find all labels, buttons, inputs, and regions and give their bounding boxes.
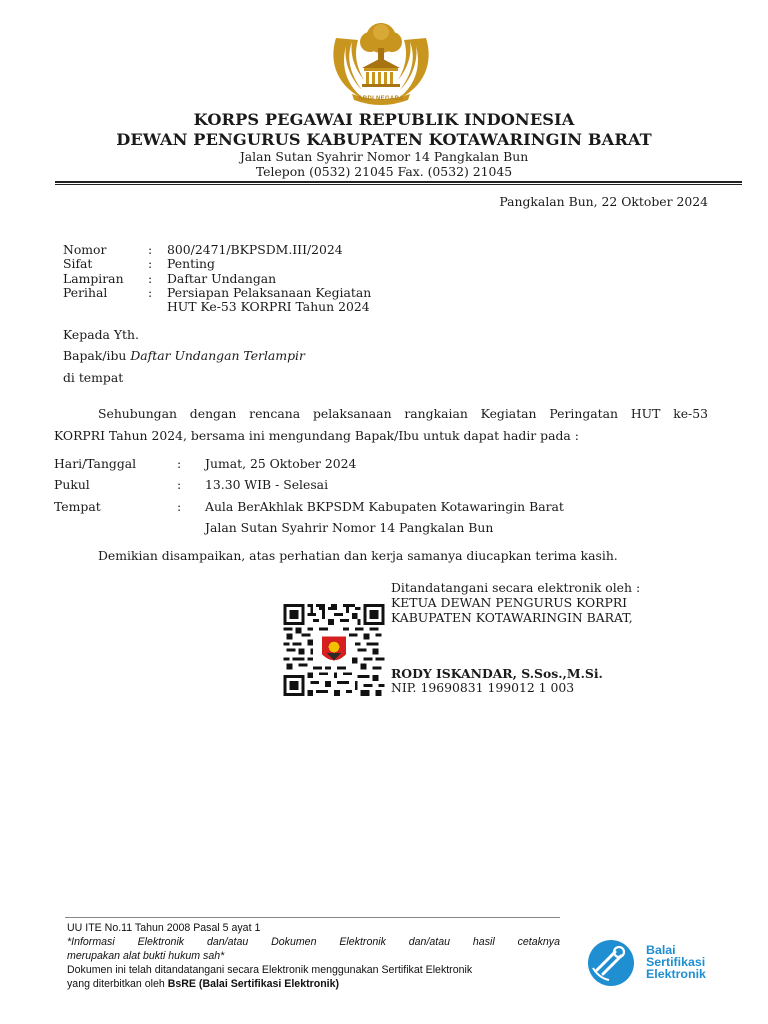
signer-position-line1: KETUA DEWAN PENGURUS KORPRI	[391, 595, 628, 610]
recipient-place: di tempat	[63, 370, 124, 385]
footer-note-line1: *Informasi Elektronik dan/atau Dokumen Elektronik dan/atau hasil cetaknya	[67, 936, 560, 948]
bsre-line3: Elektronik	[646, 967, 706, 981]
closing-sentence: Demikian disampaikan, atas perhatian dan kerja samanya diucapkan terima kasih.	[98, 548, 618, 563]
emblem-caption: ABDI NEGARA	[358, 96, 404, 102]
recipient-name	[63, 348, 305, 363]
recipient-list: Daftar Undangan Terlampir	[130, 348, 305, 363]
recipient-greeting: Kepada Yth.	[63, 327, 139, 342]
detail-label-date: Hari/Tanggal	[54, 456, 137, 471]
meta-value-perihal-line2: HUT Ke-53 KORPRI Tahun 2024	[167, 299, 370, 314]
header-rule-thin	[55, 184, 742, 185]
meta-label-sifat: Sifat	[63, 256, 93, 271]
footer-statement-prefix: yang diterbitkan oleh	[67, 978, 168, 990]
meta-label-perihal: Perihal	[63, 285, 108, 300]
meta-colon: :	[148, 256, 153, 271]
detail-value-date: Jumat, 25 Oktober 2024	[205, 456, 357, 471]
detail-colon: :	[177, 477, 182, 492]
body-paragraph-line2: KORPRI Tahun 2024, bersama ini mengundang Bapak/Ibu untuk dapat hadir pada :	[54, 428, 579, 443]
org-address: Jalan Sutan Syahrir Nomor 14 Pangkalan Bun	[239, 149, 529, 164]
detail-label-time: Pukul	[54, 477, 90, 492]
body-paragraph-line1: Sehubungan dengan rencana pelaksanaan rangkaian Kegiatan Peringatan HUT ke-53	[98, 406, 708, 421]
bsre-logo-icon	[585, 938, 641, 988]
meta-colon: :	[148, 242, 153, 257]
org-name: KORPS PEGAWAI REPUBLIK INDONESIA	[193, 110, 575, 129]
footer-rule	[65, 917, 560, 918]
signature-qr-code	[283, 604, 385, 696]
meta-colon: :	[148, 285, 153, 300]
meta-value-sifat: Penting	[167, 256, 215, 271]
detail-colon: :	[177, 456, 182, 471]
footer-statement-bsre: BsRE (Balai Sertifikasi Elektronik)	[167, 978, 340, 990]
recipient-prefix: Bapak/ibu	[63, 348, 131, 363]
meta-label-nomor: Nomor	[63, 242, 107, 257]
footer-note-line2: merupakan alat bukti hukum sah*	[67, 950, 225, 962]
footer-statement-line1: Dokumen ini telah ditandatangani secara Elektronik menggunakan Sertifikat Elektronik	[67, 964, 473, 976]
signed-by-label: Ditandatangani secara elektronik oleh :	[391, 580, 641, 595]
meta-value-nomor: 800/2471/BKPSDM.III/2024	[167, 242, 343, 257]
footer-statement-line2	[67, 978, 339, 990]
bsre-line2: Sertifikasi	[646, 955, 706, 969]
footer-law: UU ITE No.11 Tahun 2008 Pasal 5 ayat 1	[67, 922, 261, 934]
org-branch: DEWAN PENGURUS KABUPATEN KOTAWARINGIN BARAT	[116, 130, 652, 149]
detail-value-venue: Aula BerAkhlak BKPSDM Kabupaten Kotawaringin Barat	[205, 499, 564, 514]
meta-label-lampiran: Lampiran	[63, 271, 124, 286]
letter-date: Pangkalan Bun, 22 Oktober 2024	[499, 194, 708, 209]
detail-value-venue-address: Jalan Sutan Syahrir Nomor 14 Pangkalan Bun	[205, 520, 494, 535]
meta-colon: :	[148, 271, 153, 286]
signer-name: RODY ISKANDAR, S.Sos.,M.Si.	[391, 666, 603, 681]
signer-position-line2: KABUPATEN KOTAWARINGIN BARAT,	[391, 610, 633, 625]
meta-value-perihal: Persiapan Pelaksanaan Kegiatan	[167, 285, 372, 300]
signer-nip: NIP. 19690831 199012 1 003	[391, 680, 575, 695]
detail-value-time: 13.30 WIB - Selesai	[205, 477, 329, 492]
bsre-line1: Balai	[646, 943, 676, 957]
detail-colon: :	[177, 499, 182, 514]
org-phone: Telepon (0532) 21045 Fax. (0532) 21045	[255, 164, 513, 179]
detail-label-venue: Tempat	[54, 499, 101, 514]
header-rule-thick	[55, 181, 742, 183]
meta-value-lampiran: Daftar Undangan	[167, 271, 277, 286]
